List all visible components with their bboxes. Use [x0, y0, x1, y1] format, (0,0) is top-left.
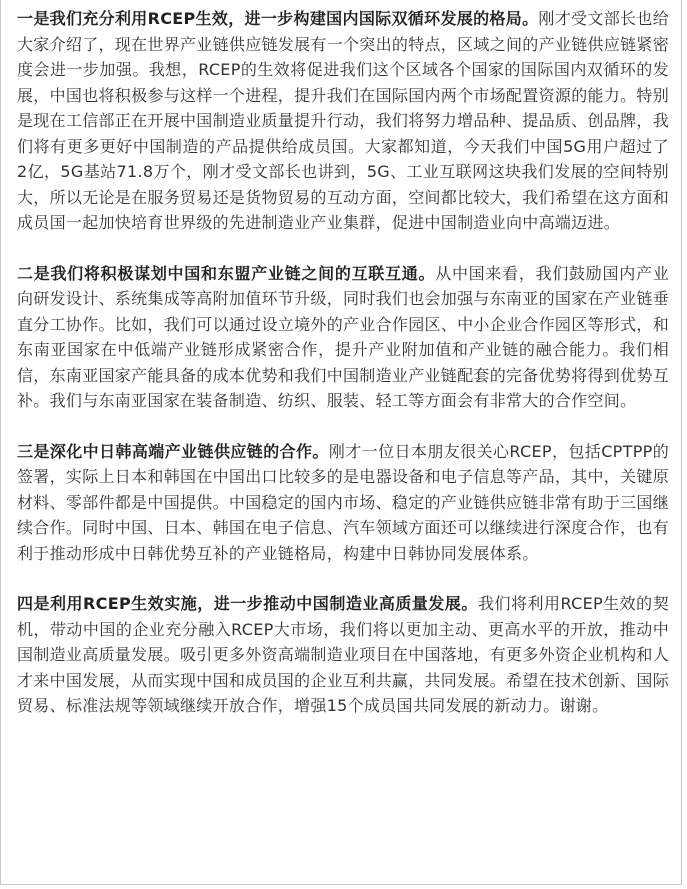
paragraph-4-lead: 四是利用RCEP生效实施，进一步推动中国制造业高质量发展。 [17, 594, 478, 613]
paragraph-3-body: 刚才一位日本朋友很关心RCEP，包括CPTPP的签署，实际上日本和韩国在中国出口比较多的是电器设备和电子信息等产品，其中，关键原材料、零部件都是中国提供。中国稳定的国内市场、稳定的产业链供应链非常有助于三国继续合作。同时中国、日本、韩国在电子信息、汽车领域方面还可以继续进行深度合作，也有利于推动形成中日韩优势互补的产业链格局，构建中日韩协同发展体系。 [17, 441, 670, 563]
paragraph-4 [17, 591, 669, 719]
paragraph-1-lead: 一是我们充分利用RCEP生效，进一步构建国内国际双循环发展的格局。 [17, 9, 539, 28]
paragraph-2 [17, 261, 669, 414]
paragraph-1-body: 刚才受文部长也给大家介绍了，现在世界产业链供应链发展有一个突出的特点，区域之间的产业链供应链紧密度会进一步加强。我想，RCEP的生效将促进我们这个区域各个国家的国际国内双循环的发展，中国也将积极参与这样一个进程，提升我们在国际国内两个市场配置资源的能力。特别是现在工信部正在开展中国制造业质量提升行动，我们将努力增品种、提品质、创品牌，我们将有更多更好中国制造的产品提供给成员国。大家都知道，今天我们中国5G用户超过了2亿，5G基站71.8万个，刚才受文部长也讲到，5G、工业互联网这块我们发展的空间特别大，所以无论是在服务贸易还是货物贸易的互动方面，空间都比较大，我们希望在这方面和成员国一起加快培育世界级的先进制造业产业集群，促进中国制造业向中高端迈进。 [17, 9, 670, 232]
paragraph-3 [17, 439, 669, 567]
paragraph-2-lead: 二是我们将积极谋划中国和东盟产业链之间的互联互通。 [17, 263, 436, 283]
paragraph-3-lead: 三是深化中日韩高端产业链供应链的合作。 [17, 441, 329, 461]
paragraph-2-body: 从中国来看，我们鼓励国内产业向研发设计、系统集成等高附加值环节升级，同时我们也会加强与东南亚的国家在产业链垂直分工协作。比如，我们可以通过设立境外的产业合作园区、中小企业合作园区等形式，和东南亚国家在中低端产业链形成紧密合作，提升产业附加值和产业链的融合能力。我们相信，东南亚国家产能具备的成本优势和我们中国制造业产业链配套的完备优势将得到优势互补。我们与东南亚国家在装备制造、纺织、服装、轻工等方面会有非常大的合作空间。 [17, 263, 670, 410]
paragraph-4-body: 我们将利用RCEP生效的契机，带动中国的企业充分融入RCEP大市场，我们将以更加主动、更高水平的开放，推动中国制造业高质量发展。吸引更多外资高端制造业项目在中国落地，有更多外资企业机构和人才来中国发展，从而实现中国和成员国的企业互利共赢，共同发展。希望在技术创新、国际贸易、标准法规等领域继续开放合作，增强15个成员国共同发展的新动力。谢谢。 [17, 594, 670, 715]
paragraph-1 [17, 6, 669, 236]
